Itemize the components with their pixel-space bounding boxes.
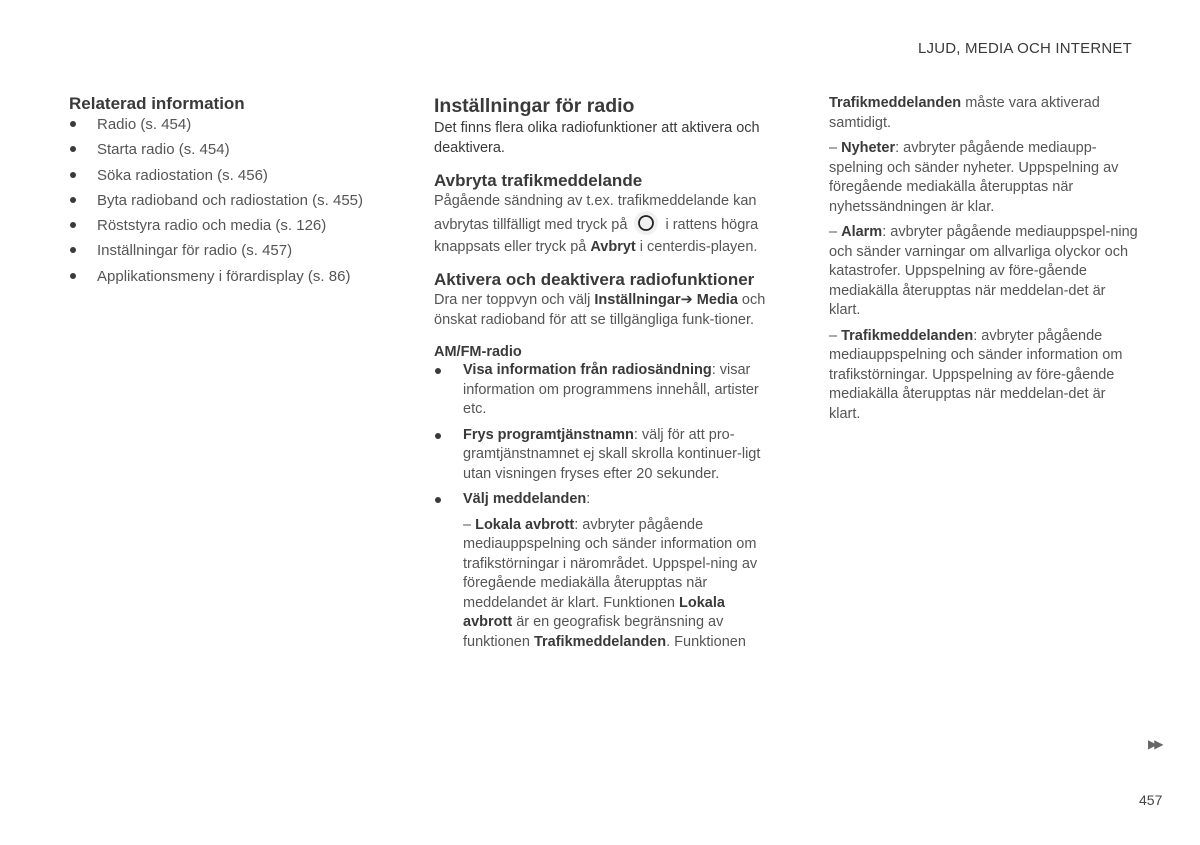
list-item: Visa information från radiosändning: visar information om programmens innehåll, artister etc. bbox=[434, 361, 769, 420]
list-item: Frys programtjänstnamn: välj för att pro-gramtjänstnamnet ej skall skrolla kontinuer-ligt utan visningen fryses efter 20 sekunder. bbox=[434, 426, 769, 485]
media-label: Media bbox=[696, 292, 738, 308]
arrow-right-icon: ➔ bbox=[680, 292, 693, 308]
page-number: 457 bbox=[1139, 792, 1163, 808]
continuation-column bbox=[829, 94, 1139, 430]
page-title: Inställningar för radio bbox=[434, 95, 635, 117]
related-link[interactable]: Radio (s. 454) bbox=[69, 115, 399, 134]
section-heading-activate: Aktivera och deaktivera radiofunktioner bbox=[434, 270, 755, 289]
list-item: Välj meddelanden: bbox=[434, 490, 769, 510]
alarm-paragraph: – Alarm: avbryter pågående mediauppspel-ning och sänder varningar om allvarliga olyckor och katastrofer. Uppspelning av före-gående mediakälla återupptas när meddelan-det är klart. bbox=[829, 224, 1138, 318]
traffic-paragraph: – Trafikmeddelanden: avbryter pågående mediauppspelning och sänder information om trafikstörningar. Uppspelning av före-gående mediakälla återupptas när meddelan-det är klart. bbox=[829, 327, 1123, 422]
related-link[interactable]: Starta radio (s. 454) bbox=[69, 140, 399, 159]
main-article-column bbox=[434, 94, 769, 652]
related-heading: Relaterad information bbox=[69, 94, 245, 113]
continuation-paragraph: Trafikmeddelanden måste vara aktiverad samtidigt. bbox=[829, 95, 1100, 131]
activate-paragraph: Dra ner toppvyn och välj Inställningar➔ Media och önskat radioband för att se tillgängliga funk-tioner. bbox=[434, 292, 766, 328]
related-link[interactable]: Röststyra radio och media (s. 126) bbox=[69, 216, 399, 235]
section-header: LJUD, MEDIA OCH INTERNET bbox=[918, 40, 1132, 57]
circle-button-icon bbox=[633, 210, 659, 236]
abort-label: Avbryt bbox=[590, 238, 636, 255]
news-paragraph: – Nyheter: avbryter pågående mediaupp-spelning och sänder nyheter. Uppspelning av föregående mediakälla återupptas när nyhetssändningen är klar. bbox=[829, 140, 1119, 215]
am-fm-heading: AM/FM-radio bbox=[434, 344, 522, 360]
related-link[interactable]: Byta radioband och radiostation (s. 455) bbox=[69, 191, 399, 210]
related-list bbox=[69, 115, 399, 286]
related-information-column bbox=[69, 94, 399, 292]
am-fm-options-list bbox=[434, 361, 769, 510]
related-link[interactable]: Applikationsmeny i förardisplay (s. 86) bbox=[69, 267, 399, 286]
related-link[interactable]: Inställningar för radio (s. 457) bbox=[69, 241, 399, 260]
related-link[interactable]: Söka radiostation (s. 456) bbox=[69, 166, 399, 185]
interrupt-paragraph: Pågående sändning av t.ex. trafikmeddelande kan avbrytas tillfälligt med tryck på i rattens högra knappsats eller tryck på Avbryt i centerdis-playen. bbox=[434, 193, 759, 255]
intro-text: Det finns flera olika radiofunktioner att aktivera och deaktivera. bbox=[434, 120, 760, 156]
local-interruption-paragraph: – Lokala avbrott: avbryter pågående mediauppspelning och sänder information om trafikstörningar i närområdet. Uppspel-ning av föregående mediakälla återupptas när meddelandet är klart. Funktionen Lokala avbrott är en geografisk begränsning av funktionen Trafikmeddelanden. Funktionen bbox=[463, 516, 758, 650]
section-heading-interrupt: Avbryta trafikmeddelande bbox=[434, 171, 643, 190]
settings-label: Inställningar bbox=[594, 292, 681, 308]
double-arrow-right-icon[interactable]: ▶▶ bbox=[1148, 737, 1161, 751]
